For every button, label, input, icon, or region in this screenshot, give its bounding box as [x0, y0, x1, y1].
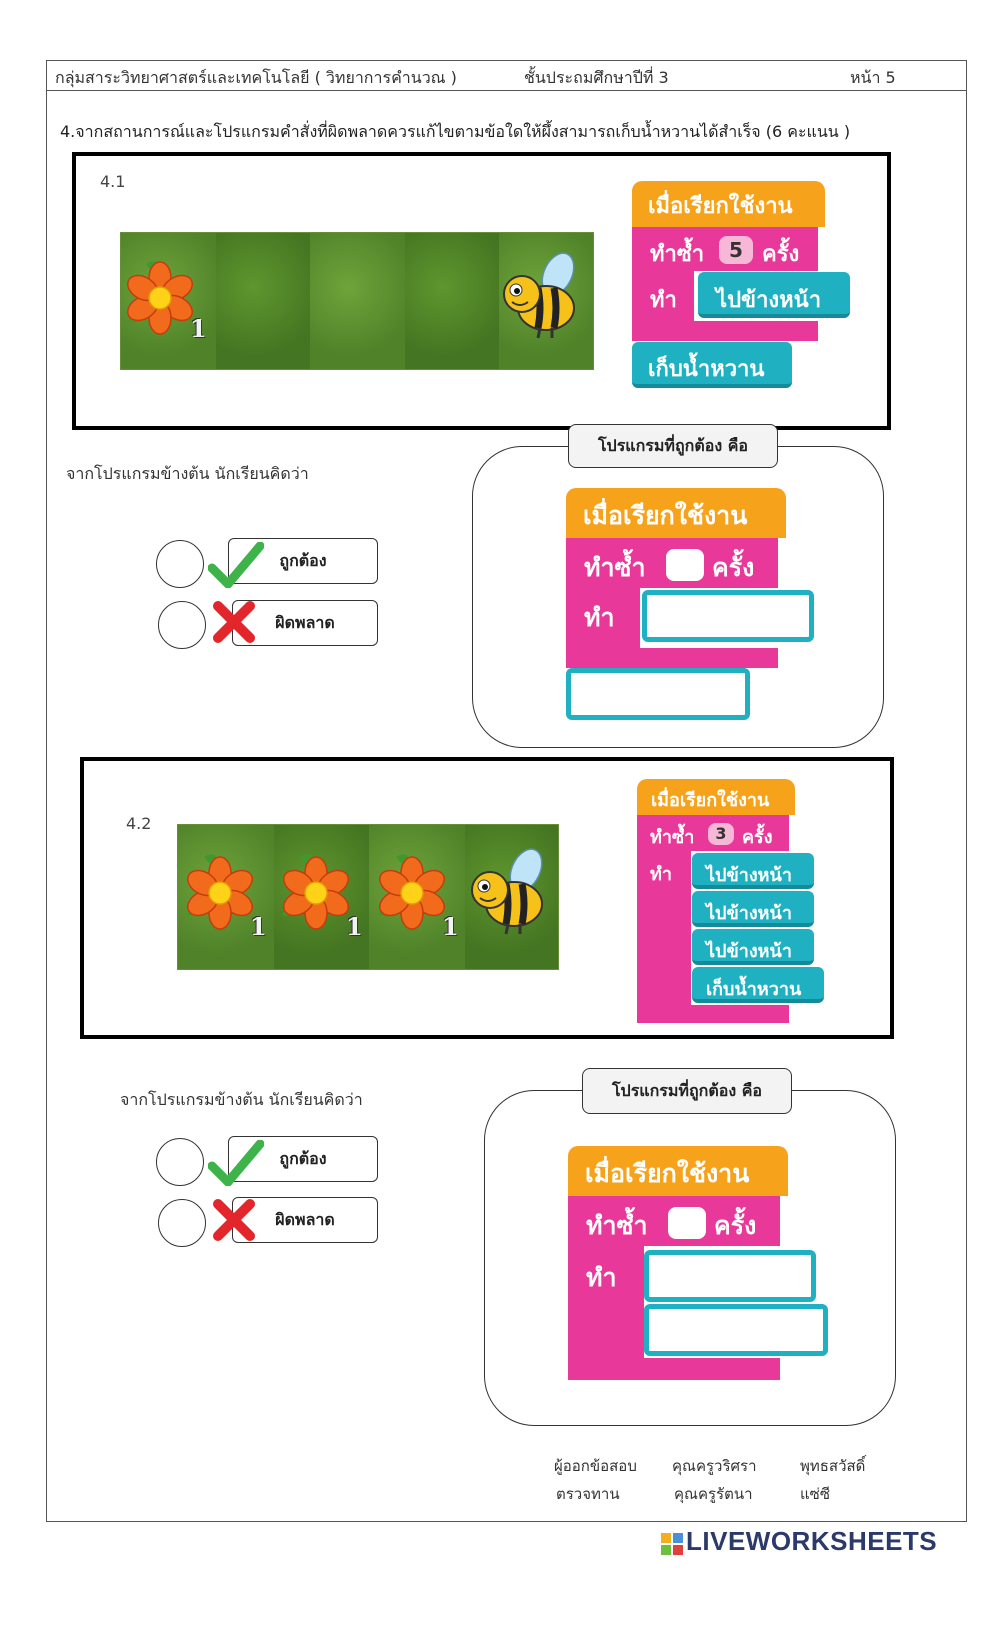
radio-wrong[interactable] — [158, 601, 206, 649]
nectar-count: 1 — [250, 912, 267, 941]
move-forward-label: ไปข้างหน้า — [706, 865, 792, 886]
answer-repeat-label: ทำซ้ำ — [586, 1211, 648, 1240]
author-surname: พุทธสวัสดิ์ — [800, 1457, 866, 1475]
option-correct: ถูกต้อง — [228, 1136, 378, 1182]
answer-after-input[interactable] — [566, 668, 750, 720]
answer-step-input[interactable] — [642, 590, 814, 642]
answer-when-run-label: เมื่อเรียกใช้งาน — [585, 1159, 750, 1188]
checker-name: คุณครูรัตนา — [674, 1485, 753, 1503]
repeat-count: 3 — [708, 823, 734, 845]
header-subject: กลุ่มสาระวิทยาศาสตร์และเทคโนโลยี ( วิทยาการคำนวณ ) — [55, 68, 457, 87]
problem-number: 4.2 — [126, 814, 152, 833]
author-label: ผู้ออกข้อสอบ — [554, 1457, 637, 1475]
times-label: ครั้ง — [742, 827, 773, 848]
radio-correct[interactable] — [156, 540, 204, 588]
checker-surname: แซ่ซี — [800, 1485, 831, 1503]
repeat-label: ทำซ้ำ — [650, 242, 705, 267]
option-correct: ถูกต้อง — [228, 538, 378, 584]
header-page: หน้า 5 — [850, 68, 896, 87]
answer-do-label: ทำ — [584, 603, 615, 632]
repeat-block-bottom — [637, 1005, 789, 1023]
bee-icon — [500, 252, 592, 342]
answer-repeat-count-input[interactable] — [668, 1207, 706, 1239]
check-icon — [208, 1140, 264, 1186]
do-label: ทำ — [650, 864, 672, 885]
option-wrong: ผิดพลาด — [232, 600, 378, 646]
author-name: คุณครูวริศรา — [672, 1457, 757, 1475]
move-forward-label: ไปข้างหน้า — [716, 288, 822, 313]
repeat-count: 5 — [719, 236, 753, 264]
radio-wrong[interactable] — [158, 1199, 206, 1247]
repeat-label: ทำซ้ำ — [650, 827, 695, 848]
answer-repeat-bottom — [568, 1358, 780, 1380]
nectar-count: 1 — [190, 314, 207, 343]
answer-step-input[interactable] — [644, 1250, 816, 1302]
answer-step-input[interactable] — [644, 1304, 828, 1356]
question-text: 4.จากสถานการณ์และโปรแกรมคำสั่งที่ผิดพลาดควรแก้ไขตามข้อใดให้ผึ้งสามารถเก็บน้ำหวานได้สำเร็จ (6 คะแนน ) — [60, 122, 851, 141]
radio-correct[interactable] — [156, 1138, 204, 1186]
answer-when-run-label: เมื่อเรียกใช้งาน — [583, 501, 748, 530]
cross-icon — [212, 1198, 256, 1242]
answer-times-label: ครั้ง — [712, 553, 755, 582]
when-run-label: เมื่อเรียกใช้งาน — [648, 194, 793, 219]
repeat-block-bottom — [632, 321, 818, 341]
think-prompt: จากโปรแกรมข้างต้น นักเรียนคิดว่า — [120, 1090, 363, 1109]
answer-times-label: ครั้ง — [714, 1211, 757, 1240]
answer-repeat-label: ทำซ้ำ — [584, 553, 646, 582]
collect-nectar-label: เก็บน้ำหวาน — [706, 979, 802, 1000]
times-label: ครั้ง — [762, 242, 800, 267]
cross-icon — [212, 600, 256, 644]
header-grade: ชั้นประถมศึกษาปีที่ 3 — [524, 68, 669, 87]
think-prompt: จากโปรแกรมข้างต้น นักเรียนคิดว่า — [66, 464, 309, 483]
answer-panel-title: โปรแกรมที่ถูกต้อง คือ — [568, 424, 778, 468]
do-label: ทำ — [650, 288, 677, 313]
brand-name[interactable]: LIVEWORKSHEETS — [686, 1526, 938, 1556]
move-forward-label: ไปข้างหน้า — [706, 903, 792, 924]
answer-repeat-bottom — [566, 648, 778, 668]
collect-nectar-label: เก็บน้ำหวาน — [648, 357, 765, 382]
answer-do-label: ทำ — [586, 1263, 617, 1292]
when-run-label: เมื่อเรียกใช้งาน — [651, 790, 770, 811]
check-icon — [208, 542, 264, 588]
bee-icon — [468, 848, 560, 938]
checker-label: ตรวจทาน — [556, 1485, 620, 1503]
nectar-count: 1 — [442, 912, 459, 941]
nectar-count: 1 — [346, 912, 363, 941]
answer-panel-title: โปรแกรมที่ถูกต้อง คือ — [582, 1068, 792, 1114]
option-wrong: ผิดพลาด — [232, 1197, 378, 1243]
move-forward-label: ไปข้างหน้า — [706, 941, 792, 962]
liveworksheets-logo-icon — [660, 1532, 684, 1556]
answer-repeat-count-input[interactable] — [666, 549, 704, 581]
problem-number: 4.1 — [100, 172, 126, 191]
